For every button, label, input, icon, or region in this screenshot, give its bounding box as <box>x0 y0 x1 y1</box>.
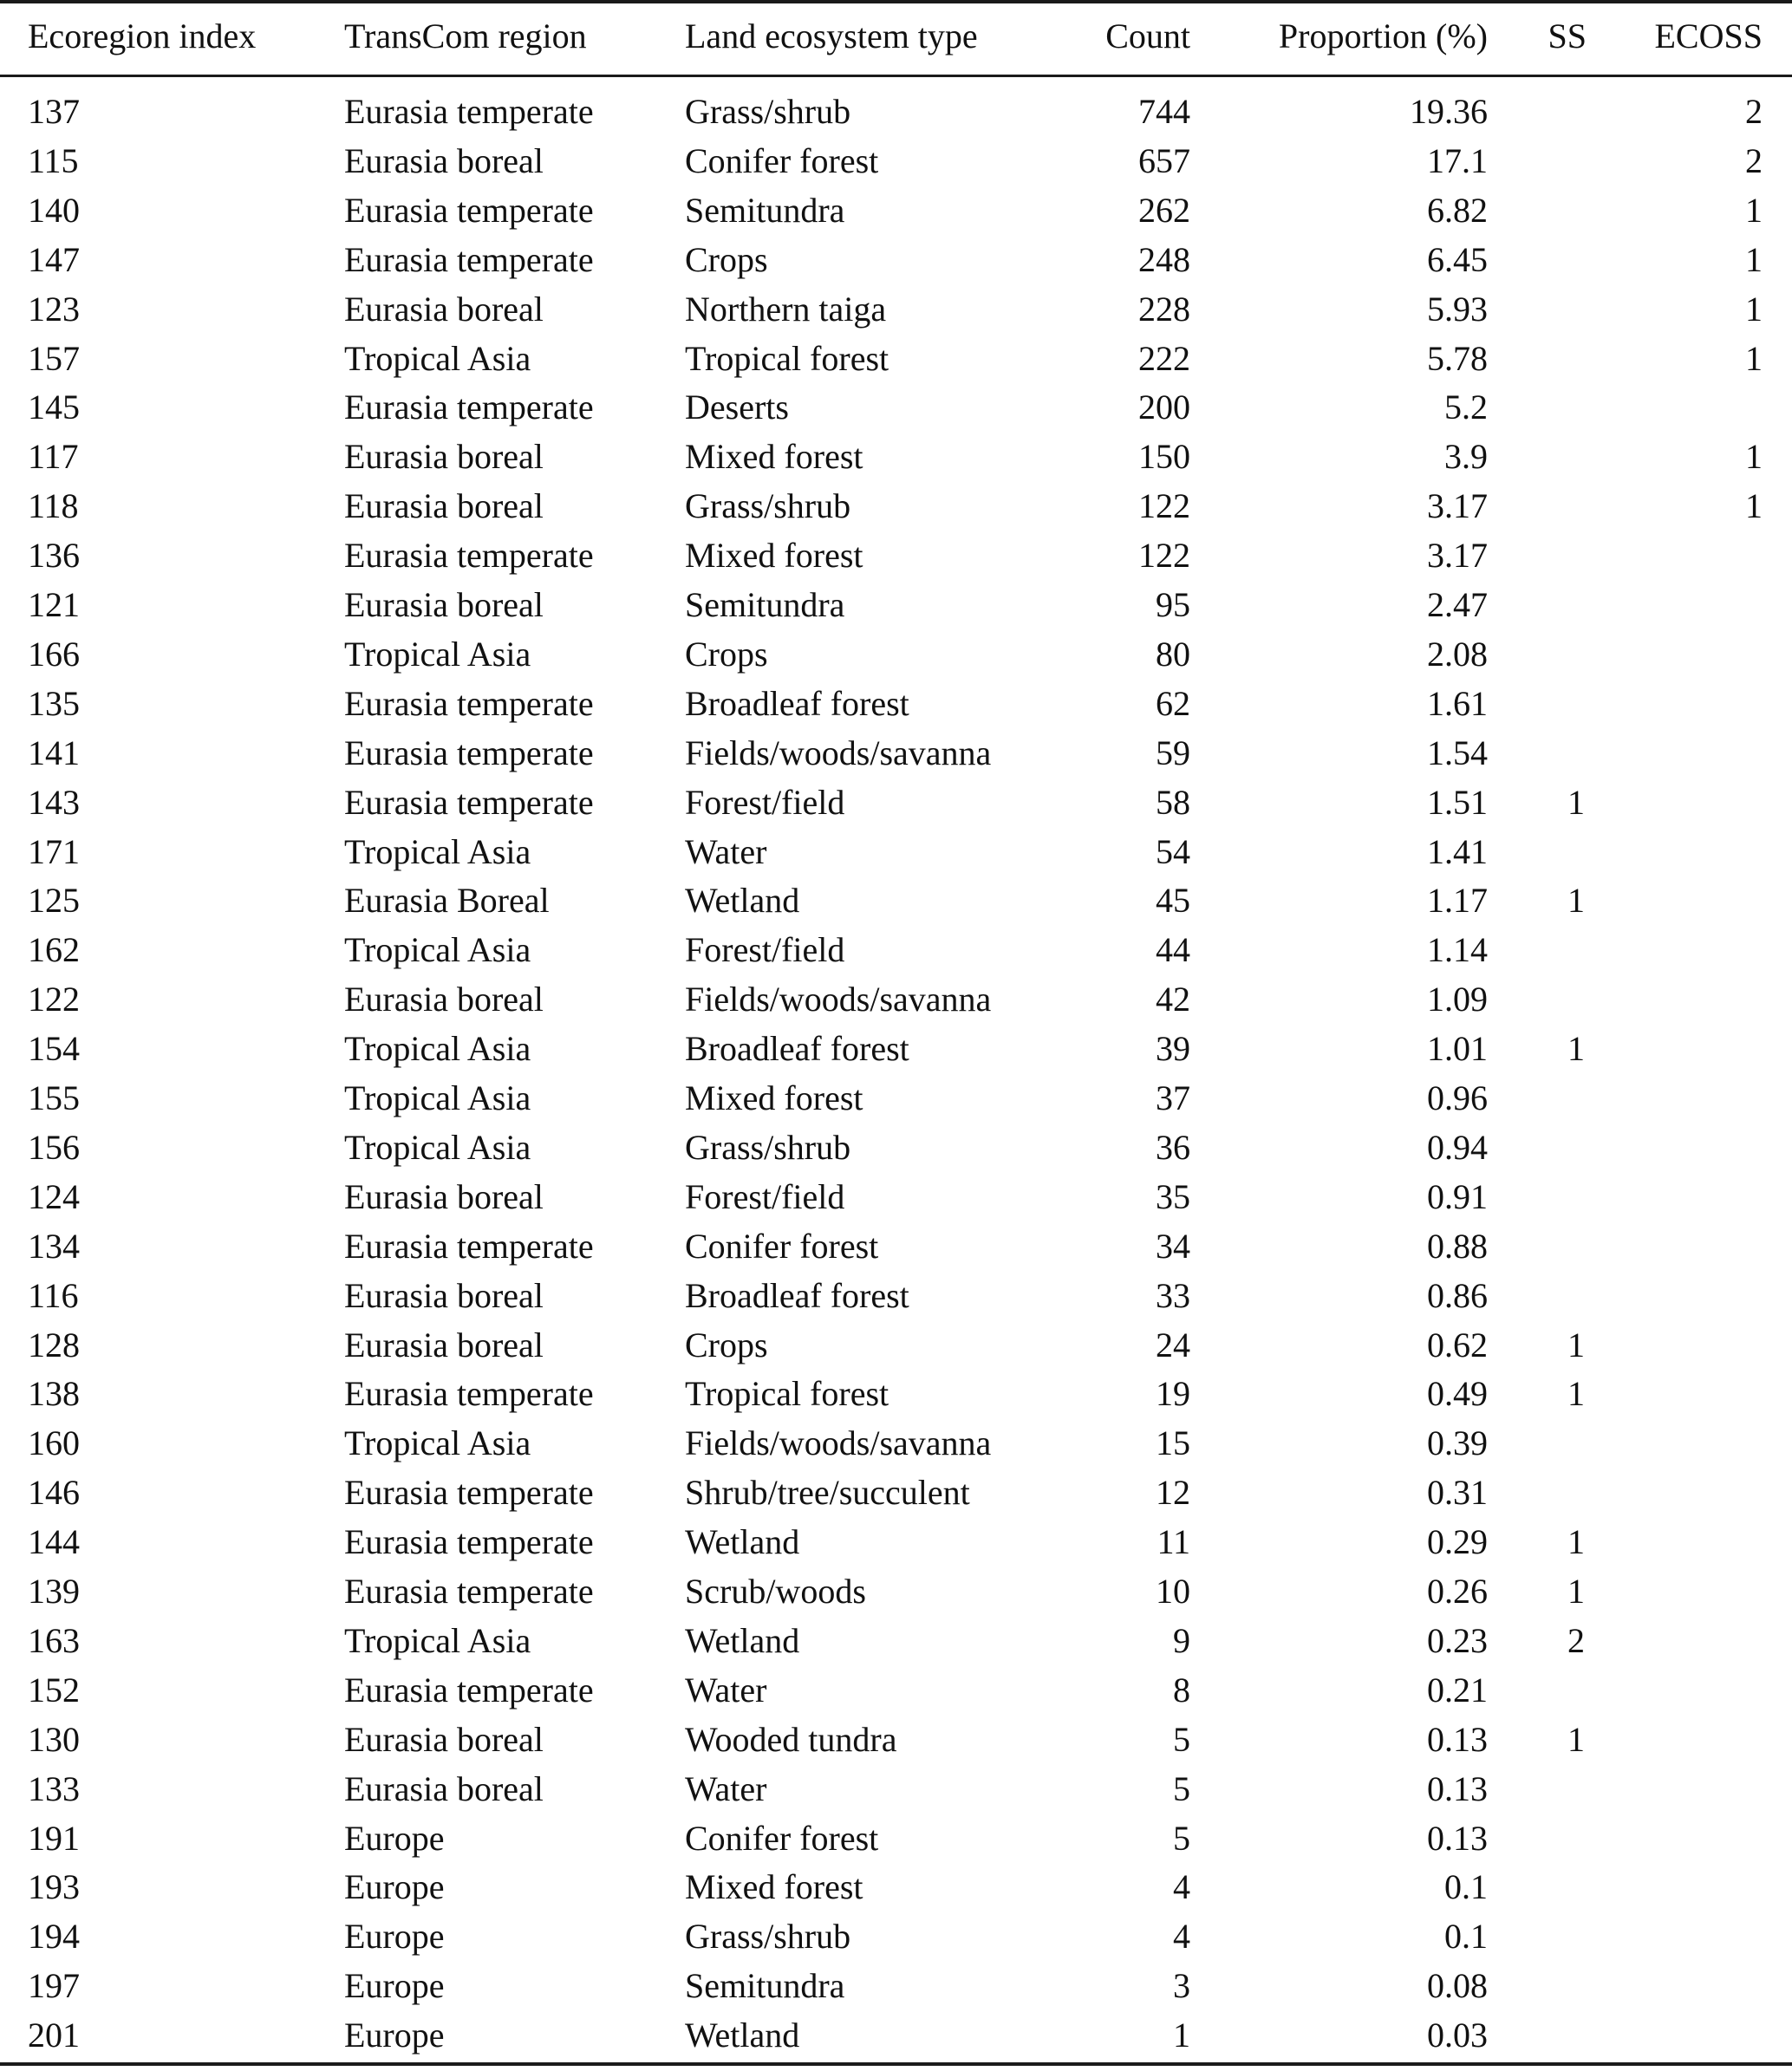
cell-count: 150 <box>1138 437 1190 477</box>
header-ecoss: ECOSS <box>1654 16 1763 55</box>
cell-count: 33 <box>1156 1275 1190 1315</box>
cell-land-ecosystem-type: Fields/woods/savanna <box>685 1423 992 1463</box>
cell-ss: 1 <box>1567 1572 1585 1611</box>
cell-ecoregion-index: 140 <box>28 190 80 230</box>
cell-transcom-region: Eurasia temperate <box>344 1572 594 1611</box>
cell-transcom-region: Eurasia temperate <box>344 683 594 723</box>
cell-proportion: 1.54 <box>1427 733 1488 772</box>
cell-proportion: 0.21 <box>1427 1670 1488 1710</box>
cell-transcom-region: Eurasia temperate <box>344 733 594 772</box>
cell-count: 42 <box>1156 980 1190 1019</box>
header-ecoregion-index: Ecoregion index <box>28 16 257 55</box>
cell-count: 11 <box>1157 1522 1190 1562</box>
cell-proportion: 0.13 <box>1427 1719 1488 1759</box>
cell-ecoregion-index: 124 <box>28 1176 80 1216</box>
cell-ecoss: 2 <box>1745 92 1763 131</box>
cell-count: 12 <box>1156 1473 1190 1513</box>
cell-proportion: 1.14 <box>1427 930 1488 970</box>
cell-count: 262 <box>1138 190 1190 230</box>
cell-ecoregion-index: 118 <box>28 486 79 526</box>
cell-transcom-region: Eurasia temperate <box>344 1473 594 1513</box>
cell-proportion: 17.1 <box>1427 140 1488 180</box>
cell-proportion: 5.2 <box>1444 387 1488 427</box>
cell-proportion: 1.01 <box>1427 1029 1488 1069</box>
cell-proportion: 0.03 <box>1427 2016 1488 2055</box>
cell-ecoregion-index: 145 <box>28 387 80 427</box>
cell-ss: 1 <box>1567 1029 1585 1069</box>
cell-count: 62 <box>1156 683 1190 723</box>
cell-count: 5 <box>1173 1768 1190 1808</box>
cell-transcom-region: Eurasia temperate <box>344 387 594 427</box>
cell-transcom-region: Eurasia boreal <box>344 980 544 1019</box>
cell-ecoregion-index: 141 <box>28 733 80 772</box>
cell-land-ecosystem-type: Conifer forest <box>685 140 879 180</box>
cell-count: 45 <box>1156 881 1190 921</box>
cell-land-ecosystem-type: Northern taiga <box>685 289 887 329</box>
cell-land-ecosystem-type: Mixed forest <box>685 1867 863 1907</box>
cell-count: 24 <box>1156 1325 1190 1364</box>
cell-ecoss: 1 <box>1745 289 1763 329</box>
cell-ecoregion-index: 162 <box>28 930 80 970</box>
cell-land-ecosystem-type: Crops <box>685 1325 768 1364</box>
cell-land-ecosystem-type: Grass/shrub <box>685 1917 851 1957</box>
cell-ss: 1 <box>1567 1374 1585 1414</box>
cell-proportion: 0.13 <box>1427 1768 1488 1808</box>
cell-transcom-region: Eurasia boreal <box>344 140 544 180</box>
cell-ecoregion-index: 136 <box>28 536 80 576</box>
cell-ecoregion-index: 152 <box>28 1670 80 1710</box>
cell-proportion: 6.45 <box>1427 239 1488 279</box>
cell-ss: 1 <box>1567 1719 1585 1759</box>
cell-transcom-region: Tropical Asia <box>344 1423 531 1463</box>
table-bottom-rule <box>0 2062 1792 2066</box>
cell-count: 5 <box>1173 1818 1190 1858</box>
cell-land-ecosystem-type: Semitundra <box>685 1966 845 2006</box>
cell-transcom-region: Eurasia temperate <box>344 1522 594 1562</box>
cell-land-ecosystem-type: Broadleaf forest <box>685 1029 909 1069</box>
cell-transcom-region: Eurasia temperate <box>344 190 594 230</box>
cell-land-ecosystem-type: Semitundra <box>685 585 845 624</box>
cell-count: 95 <box>1156 585 1190 624</box>
cell-land-ecosystem-type: Mixed forest <box>685 437 863 477</box>
header-rule <box>0 75 1792 77</box>
cell-ecoregion-index: 115 <box>28 140 79 180</box>
cell-proportion: 3.17 <box>1427 536 1488 576</box>
cell-ecoregion-index: 134 <box>28 1226 80 1266</box>
cell-proportion: 1.09 <box>1427 980 1488 1019</box>
cell-count: 222 <box>1138 338 1190 378</box>
cell-ecoregion-index: 193 <box>28 1867 80 1907</box>
cell-transcom-region: Tropical Asia <box>344 634 531 674</box>
cell-transcom-region: Eurasia boreal <box>344 486 544 526</box>
cell-count: 44 <box>1156 930 1190 970</box>
cell-proportion: 2.47 <box>1427 585 1488 624</box>
cell-count: 248 <box>1138 239 1190 279</box>
cell-proportion: 3.17 <box>1427 486 1488 526</box>
cell-ecoregion-index: 171 <box>28 831 80 871</box>
cell-ecoregion-index: 144 <box>28 1522 80 1562</box>
header-ss: SS <box>1548 16 1587 55</box>
cell-count: 80 <box>1156 634 1190 674</box>
cell-land-ecosystem-type: Conifer forest <box>685 1226 879 1266</box>
cell-land-ecosystem-type: Grass/shrub <box>685 92 851 131</box>
cell-ecoregion-index: 121 <box>28 585 80 624</box>
cell-land-ecosystem-type: Wooded tundra <box>685 1719 897 1759</box>
cell-proportion: 0.31 <box>1427 1473 1488 1513</box>
cell-transcom-region: Eurasia boreal <box>344 437 544 477</box>
cell-transcom-region: Eurasia temperate <box>344 1374 594 1414</box>
cell-ecoregion-index: 160 <box>28 1423 80 1463</box>
cell-land-ecosystem-type: Broadleaf forest <box>685 1275 909 1315</box>
cell-proportion: 0.91 <box>1427 1176 1488 1216</box>
cell-ecoss: 1 <box>1745 486 1763 526</box>
cell-ss: 1 <box>1567 782 1585 822</box>
cell-proportion: 0.29 <box>1427 1522 1488 1562</box>
cell-count: 3 <box>1173 1966 1190 2006</box>
cell-ecoregion-index: 194 <box>28 1917 80 1957</box>
header-proportion: Proportion (%) <box>1278 16 1488 55</box>
cell-count: 34 <box>1156 1226 1190 1266</box>
cell-transcom-region: Eurasia boreal <box>344 1325 544 1364</box>
cell-transcom-region: Europe <box>344 1917 445 1957</box>
cell-ecoregion-index: 125 <box>28 881 80 921</box>
cell-proportion: 0.86 <box>1427 1275 1488 1315</box>
cell-proportion: 0.62 <box>1427 1325 1488 1364</box>
cell-ecoregion-index: 191 <box>28 1818 80 1858</box>
cell-proportion: 0.1 <box>1444 1867 1488 1907</box>
cell-proportion: 0.39 <box>1427 1423 1488 1463</box>
cell-land-ecosystem-type: Semitundra <box>685 190 845 230</box>
cell-ecoregion-index: 130 <box>28 1719 80 1759</box>
cell-count: 122 <box>1138 486 1190 526</box>
cell-land-ecosystem-type: Water <box>685 1768 767 1808</box>
cell-transcom-region: Tropical Asia <box>344 930 531 970</box>
cell-count: 4 <box>1173 1917 1190 1957</box>
cell-ecoregion-index: 155 <box>28 1078 80 1117</box>
cell-transcom-region: Eurasia boreal <box>344 289 544 329</box>
cell-ecoregion-index: 122 <box>28 980 80 1019</box>
cell-count: 54 <box>1156 831 1190 871</box>
cell-proportion: 5.78 <box>1427 338 1488 378</box>
cell-land-ecosystem-type: Wetland <box>685 1620 800 1660</box>
cell-count: 228 <box>1138 289 1190 329</box>
cell-ecoregion-index: 123 <box>28 289 80 329</box>
cell-ecoregion-index: 201 <box>28 2016 80 2055</box>
cell-land-ecosystem-type: Crops <box>685 634 768 674</box>
cell-transcom-region: Europe <box>344 1818 445 1858</box>
cell-proportion: 3.9 <box>1444 437 1488 477</box>
cell-transcom-region: Europe <box>344 2016 445 2055</box>
cell-ecoss: 1 <box>1745 437 1763 477</box>
cell-proportion: 0.23 <box>1427 1620 1488 1660</box>
cell-land-ecosystem-type: Water <box>685 1670 767 1710</box>
cell-land-ecosystem-type: Grass/shrub <box>685 1127 851 1167</box>
cell-proportion: 0.13 <box>1427 1818 1488 1858</box>
cell-proportion: 0.96 <box>1427 1078 1488 1117</box>
cell-land-ecosystem-type: Deserts <box>685 387 789 427</box>
cell-land-ecosystem-type: Mixed forest <box>685 536 863 576</box>
cell-transcom-region: Eurasia temperate <box>344 782 594 822</box>
cell-proportion: 2.08 <box>1427 634 1488 674</box>
cell-count: 122 <box>1138 536 1190 576</box>
cell-proportion: 5.93 <box>1427 289 1488 329</box>
cell-count: 35 <box>1156 1176 1190 1216</box>
cell-transcom-region: Eurasia temperate <box>344 239 594 279</box>
cell-land-ecosystem-type: Tropical forest <box>685 338 889 378</box>
header-count: Count <box>1105 16 1190 55</box>
cell-ecoregion-index: 139 <box>28 1572 80 1611</box>
cell-transcom-region: Tropical Asia <box>344 1029 531 1069</box>
header-transcom-region: TransCom region <box>344 16 587 55</box>
cell-count: 39 <box>1156 1029 1190 1069</box>
cell-count: 5 <box>1173 1719 1190 1759</box>
cell-land-ecosystem-type: Shrub/tree/succulent <box>685 1473 970 1513</box>
cell-transcom-region: Eurasia boreal <box>344 1719 544 1759</box>
cell-transcom-region: Eurasia boreal <box>344 1176 544 1216</box>
cell-land-ecosystem-type: Scrub/woods <box>685 1572 866 1611</box>
cell-count: 15 <box>1156 1423 1190 1463</box>
cell-transcom-region: Eurasia boreal <box>344 585 544 624</box>
cell-proportion: 0.88 <box>1427 1226 1488 1266</box>
cell-proportion: 0.26 <box>1427 1572 1488 1611</box>
cell-transcom-region: Eurasia temperate <box>344 92 594 131</box>
cell-ss: 1 <box>1567 881 1585 921</box>
cell-ecoregion-index: 157 <box>28 338 80 378</box>
cell-count: 59 <box>1156 733 1190 772</box>
cell-land-ecosystem-type: Fields/woods/savanna <box>685 733 992 772</box>
cell-count: 200 <box>1138 387 1190 427</box>
cell-ecoregion-index: 163 <box>28 1620 80 1660</box>
cell-count: 58 <box>1156 782 1190 822</box>
cell-proportion: 0.94 <box>1427 1127 1488 1167</box>
cell-proportion: 0.08 <box>1427 1966 1488 2006</box>
cell-land-ecosystem-type: Wetland <box>685 2016 800 2055</box>
cell-ecoss: 1 <box>1745 190 1763 230</box>
cell-ss: 1 <box>1567 1522 1585 1562</box>
cell-land-ecosystem-type: Water <box>685 831 767 871</box>
cell-ss: 2 <box>1567 1620 1585 1660</box>
cell-ecoregion-index: 197 <box>28 1966 80 2006</box>
cell-proportion: 0.1 <box>1444 1917 1488 1957</box>
cell-land-ecosystem-type: Tropical forest <box>685 1374 889 1414</box>
cell-transcom-region: Tropical Asia <box>344 1620 531 1660</box>
cell-proportion: 1.51 <box>1427 782 1488 822</box>
cell-ecoregion-index: 116 <box>28 1275 79 1315</box>
cell-proportion: 1.41 <box>1427 831 1488 871</box>
cell-ecoregion-index: 138 <box>28 1374 80 1414</box>
cell-transcom-region: Eurasia boreal <box>344 1768 544 1808</box>
cell-count: 19 <box>1156 1374 1190 1414</box>
cell-ecoregion-index: 137 <box>28 92 80 131</box>
cell-count: 744 <box>1138 92 1190 131</box>
cell-transcom-region: Tropical Asia <box>344 1078 531 1117</box>
cell-ecoregion-index: 156 <box>28 1127 80 1167</box>
cell-land-ecosystem-type: Crops <box>685 239 768 279</box>
cell-transcom-region: Tropical Asia <box>344 831 531 871</box>
cell-count: 36 <box>1156 1127 1190 1167</box>
cell-ecoregion-index: 166 <box>28 634 80 674</box>
cell-ss: 1 <box>1567 1325 1585 1364</box>
cell-count: 37 <box>1156 1078 1190 1117</box>
header-land-ecosystem-type: Land ecosystem type <box>685 16 978 55</box>
cell-proportion: 6.82 <box>1427 190 1488 230</box>
cell-ecoregion-index: 135 <box>28 683 80 723</box>
cell-proportion: 1.61 <box>1427 683 1488 723</box>
cell-transcom-region: Eurasia temperate <box>344 1670 594 1710</box>
cell-land-ecosystem-type: Mixed forest <box>685 1078 863 1117</box>
cell-land-ecosystem-type: Wetland <box>685 881 800 921</box>
cell-ecoregion-index: 146 <box>28 1473 80 1513</box>
cell-ecoregion-index: 117 <box>28 437 79 477</box>
cell-proportion: 1.17 <box>1427 881 1488 921</box>
cell-ecoss: 1 <box>1745 239 1763 279</box>
cell-count: 9 <box>1173 1620 1190 1660</box>
cell-ecoss: 1 <box>1745 338 1763 378</box>
cell-land-ecosystem-type: Wetland <box>685 1522 800 1562</box>
table-top-rule <box>0 0 1792 3</box>
cell-proportion: 19.36 <box>1410 92 1488 131</box>
cell-transcom-region: Tropical Asia <box>344 1127 531 1167</box>
cell-transcom-region: Europe <box>344 1867 445 1907</box>
cell-transcom-region: Tropical Asia <box>344 338 531 378</box>
cell-land-ecosystem-type: Conifer forest <box>685 1818 879 1858</box>
cell-land-ecosystem-type: Forest/field <box>685 782 845 822</box>
cell-land-ecosystem-type: Forest/field <box>685 1176 845 1216</box>
cell-ecoss: 2 <box>1745 140 1763 180</box>
cell-count: 4 <box>1173 1867 1190 1907</box>
cell-transcom-region: Eurasia boreal <box>344 1275 544 1315</box>
cell-ecoregion-index: 143 <box>28 782 80 822</box>
cell-transcom-region: Eurasia temperate <box>344 1226 594 1266</box>
cell-ecoregion-index: 147 <box>28 239 80 279</box>
cell-ecoregion-index: 128 <box>28 1325 80 1364</box>
cell-land-ecosystem-type: Fields/woods/savanna <box>685 980 992 1019</box>
cell-count: 8 <box>1173 1670 1190 1710</box>
cell-count: 10 <box>1156 1572 1190 1611</box>
cell-transcom-region: Eurasia temperate <box>344 536 594 576</box>
cell-land-ecosystem-type: Broadleaf forest <box>685 683 909 723</box>
cell-proportion: 0.49 <box>1427 1374 1488 1414</box>
cell-transcom-region: Europe <box>344 1966 445 2006</box>
cell-land-ecosystem-type: Forest/field <box>685 930 845 970</box>
cell-count: 1 <box>1173 2016 1190 2055</box>
cell-ecoregion-index: 154 <box>28 1029 80 1069</box>
cell-transcom-region: Eurasia Boreal <box>344 881 550 921</box>
cell-ecoregion-index: 133 <box>28 1768 80 1808</box>
cell-land-ecosystem-type: Grass/shrub <box>685 486 851 526</box>
cell-count: 657 <box>1138 140 1190 180</box>
